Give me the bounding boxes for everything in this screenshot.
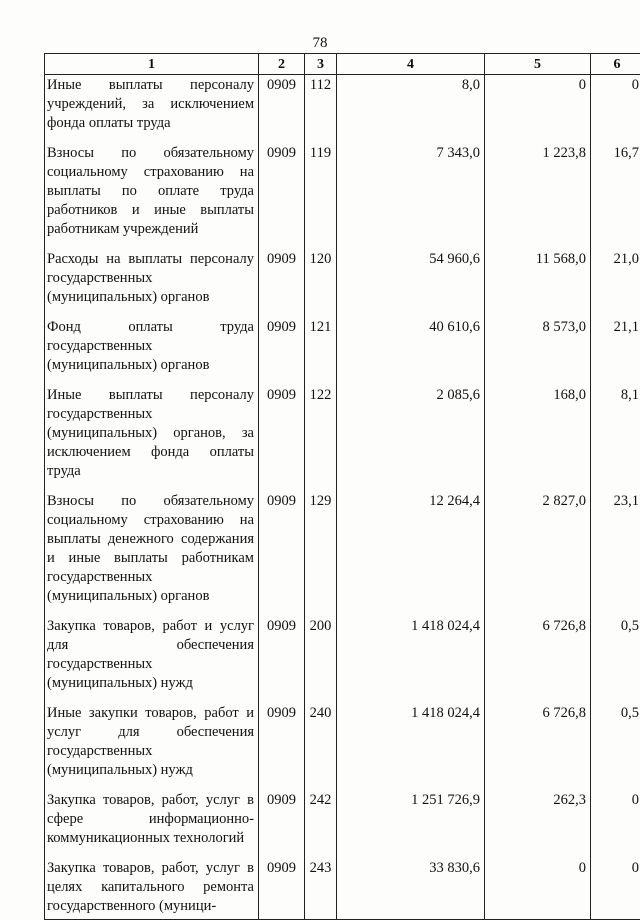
row-executed-cell: 262,3 (485, 790, 591, 858)
row-percent-cell: 8,1 (591, 385, 640, 491)
row-section-cell: 0909 (259, 75, 305, 144)
row-plan-cell: 54 960,6 (337, 249, 485, 317)
row-plan-cell: 7 343,0 (337, 143, 485, 249)
column-header-6: 6 (591, 54, 640, 75)
row-section-cell: 0909 (259, 858, 305, 920)
table-row (45, 143, 640, 249)
row-percent-cell: 0,5 (591, 616, 640, 703)
table-row (45, 616, 640, 703)
row-plan-cell: 1 418 024,4 (337, 616, 485, 703)
row-expense-type-cell: 129 (305, 491, 337, 616)
row-section-cell: 0909 (259, 703, 305, 790)
row-executed-cell: 0 (485, 75, 591, 144)
column-header-2: 2 (259, 54, 305, 75)
row-section-cell: 0909 (259, 143, 305, 249)
row-executed-cell: 1 223,8 (485, 143, 591, 249)
row-name-cell: Иные выплаты персоналу государственных (муниципальных) органов, за исключением фонда оплаты труда (45, 385, 259, 491)
row-expense-type-cell: 242 (305, 790, 337, 858)
row-name-cell: Закупка товаров, работ, услуг в целях капитального ремонта государственного (муници- (45, 858, 259, 920)
table-row (45, 385, 640, 491)
row-plan-cell: 40 610,6 (337, 317, 485, 385)
budget-table (44, 53, 640, 920)
column-header-5: 5 (485, 54, 591, 75)
row-name-cell: Фонд оплаты труда государственных (муниципальных) органов (45, 317, 259, 385)
row-plan-cell: 33 830,6 (337, 858, 485, 920)
row-name-cell: Взносы по обязательному социальному страхованию на выплаты по оплате труда работников и иные выплаты работникам учреждений (45, 143, 259, 249)
header-row (45, 54, 640, 75)
row-section-cell: 0909 (259, 385, 305, 491)
table-row (45, 858, 640, 920)
row-percent-cell: 21,1 (591, 317, 640, 385)
row-percent-cell: 0 (591, 75, 640, 144)
row-plan-cell: 12 264,4 (337, 491, 485, 616)
table-row (45, 249, 640, 317)
table-row (45, 790, 640, 858)
row-section-cell: 0909 (259, 317, 305, 385)
row-executed-cell: 168,0 (485, 385, 591, 491)
column-header-1: 1 (45, 54, 259, 75)
page-number: 78 (0, 34, 640, 52)
row-executed-cell: 6 726,8 (485, 703, 591, 790)
column-header-4: 4 (337, 54, 485, 75)
row-percent-cell: 0 (591, 790, 640, 858)
table-header (45, 54, 640, 75)
row-percent-cell: 0,5 (591, 703, 640, 790)
row-section-cell: 0909 (259, 249, 305, 317)
row-name-cell: Закупка товаров, работ и услуг для обеспечения государственных (муниципальных) нужд (45, 616, 259, 703)
row-expense-type-cell: 112 (305, 75, 337, 144)
row-expense-type-cell: 200 (305, 616, 337, 703)
table-row (45, 491, 640, 616)
row-executed-cell: 8 573,0 (485, 317, 591, 385)
row-section-cell: 0909 (259, 491, 305, 616)
row-plan-cell: 8,0 (337, 75, 485, 144)
row-executed-cell: 6 726,8 (485, 616, 591, 703)
row-expense-type-cell: 119 (305, 143, 337, 249)
row-expense-type-cell: 243 (305, 858, 337, 920)
row-executed-cell: 0 (485, 858, 591, 920)
table-row (45, 317, 640, 385)
row-expense-type-cell: 122 (305, 385, 337, 491)
row-executed-cell: 11 568,0 (485, 249, 591, 317)
row-percent-cell: 0 (591, 858, 640, 920)
row-percent-cell: 21,0 (591, 249, 640, 317)
row-plan-cell: 2 085,6 (337, 385, 485, 491)
row-expense-type-cell: 240 (305, 703, 337, 790)
row-name-cell: Взносы по обязательному социальному страхованию на выплаты денежного содержания и иные выплаты работникам государственных (муниципальных) органов (45, 491, 259, 616)
row-section-cell: 0909 (259, 616, 305, 703)
row-executed-cell: 2 827,0 (485, 491, 591, 616)
table-row (45, 75, 640, 144)
row-plan-cell: 1 251 726,9 (337, 790, 485, 858)
row-percent-cell: 16,7 (591, 143, 640, 249)
row-name-cell: Иные выплаты персоналу учреждений, за исключением фонда оплаты труда (45, 75, 259, 144)
row-plan-cell: 1 418 024,4 (337, 703, 485, 790)
row-expense-type-cell: 120 (305, 249, 337, 317)
row-name-cell: Иные закупки товаров, работ и услуг для обеспечения государственных (муниципальных) нужд (45, 703, 259, 790)
row-section-cell: 0909 (259, 790, 305, 858)
column-header-3: 3 (305, 54, 337, 75)
table-body (45, 75, 640, 920)
row-percent-cell: 23,1 (591, 491, 640, 616)
row-expense-type-cell: 121 (305, 317, 337, 385)
row-name-cell: Закупка товаров, работ, услуг в сфере информационно-коммуникационных технологий (45, 790, 259, 858)
row-name-cell: Расходы на выплаты персоналу государственных (муниципальных) органов (45, 249, 259, 317)
table-row (45, 703, 640, 790)
